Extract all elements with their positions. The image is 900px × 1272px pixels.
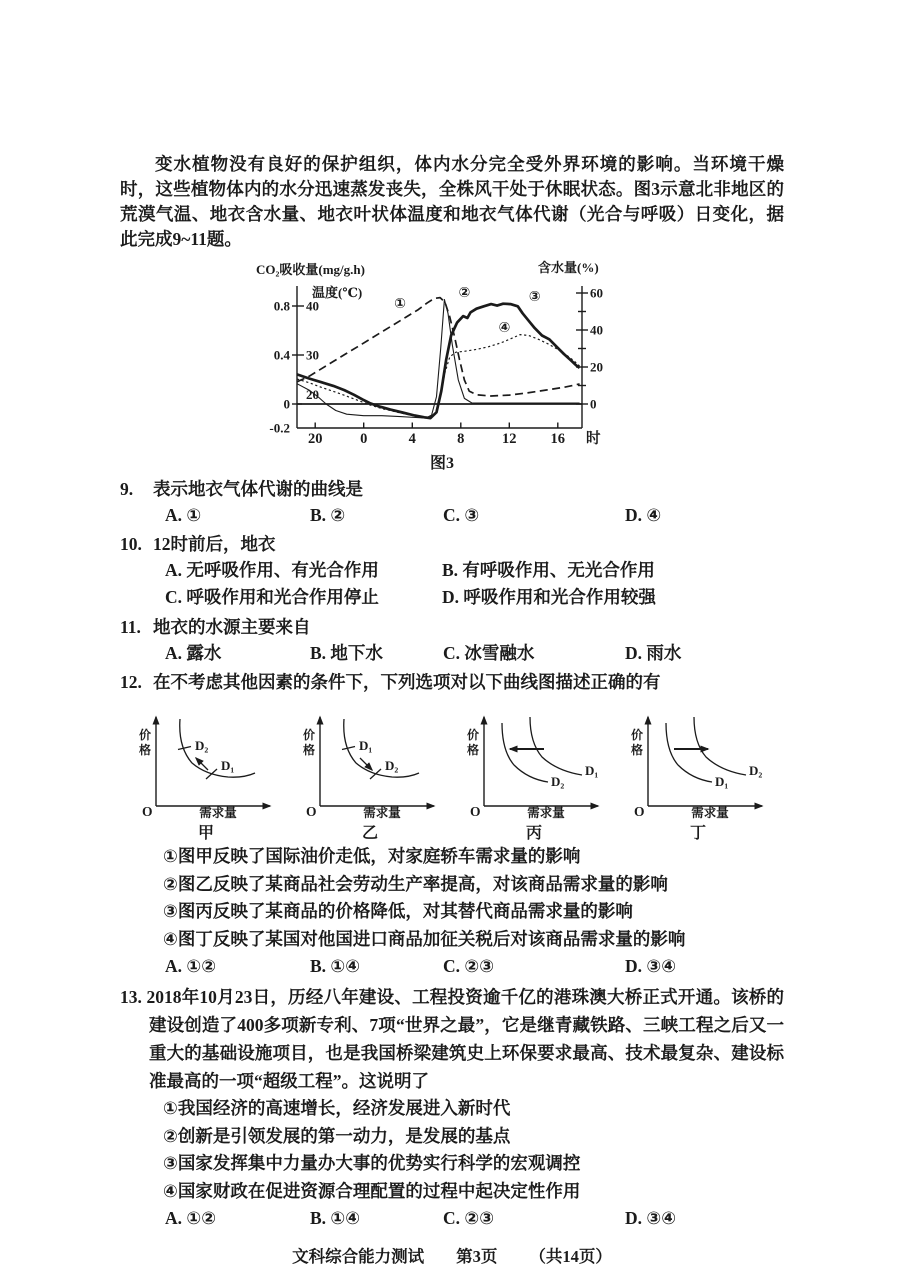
price-axis-label: 价格 xyxy=(139,728,152,757)
question-11-options xyxy=(120,640,784,666)
question-10-options-row1 xyxy=(120,557,784,584)
x-tick: 4 xyxy=(408,431,416,447)
left-axis-title: CO₂吸收量(mg/g.h) xyxy=(256,262,365,277)
co2-tick: 0 xyxy=(283,396,290,412)
origin-label: O xyxy=(142,804,153,819)
water-tick: 0 xyxy=(590,396,597,412)
question-11-number: 11. xyxy=(120,617,141,637)
q12-option-a: A. ①② xyxy=(165,956,217,976)
q12-option-d: D. ③④ xyxy=(625,956,677,976)
q13-statement-2: ②创新是引领发展的第一动力，是发展的基点 xyxy=(163,1125,511,1146)
q9-option-a: A. ① xyxy=(165,505,202,525)
demand-diagram-jia xyxy=(124,703,288,843)
q12-statement-2: ②图乙反映了某商品社会劳动生产率提高，对该商品需求量的影响 xyxy=(163,873,668,894)
question-12-text: 在不考虑其他因素的条件下，下列选项对以下曲线图描述正确的有 xyxy=(153,672,661,692)
curve-point-label-lower: D₁ xyxy=(221,758,235,773)
figure3-caption: 图3 xyxy=(429,455,454,472)
q10-option-c: C. 呼吸作用和光合作用停止 xyxy=(165,587,379,607)
curve-label-right: D₂ xyxy=(749,763,763,778)
page-content xyxy=(120,152,784,1267)
water-tick: 60 xyxy=(590,285,603,301)
demand-diagram-ding xyxy=(616,703,780,843)
x-tick: 12 xyxy=(502,431,517,447)
demand-diagrams xyxy=(124,703,784,843)
diagram-caption: 甲 xyxy=(197,825,214,842)
curve-number-label: ③ xyxy=(528,290,541,305)
question-10-options-row2 xyxy=(120,584,784,611)
origin-label: O xyxy=(634,804,645,819)
q11-option-d: D. 雨水 xyxy=(625,643,682,663)
question-10 xyxy=(120,531,784,557)
price-axis-label: 价格 xyxy=(303,728,316,757)
curve-point-label-upper: D₂ xyxy=(195,738,209,753)
temp-tick: 30 xyxy=(306,347,319,363)
q13-statement-4: ④国家财政在促进资源合理配置的过程中起决定性作用 xyxy=(163,1180,581,1201)
demand-diagram-yi xyxy=(288,703,452,843)
question-12-options xyxy=(120,953,784,979)
q11-option-c: C. 冰雪融水 xyxy=(443,643,535,663)
footer-page-number: 第3页 xyxy=(456,1247,498,1266)
q9-option-c: C. ③ xyxy=(443,505,480,525)
curve-number-label: ① xyxy=(394,296,407,312)
question-12 xyxy=(120,669,784,695)
co2-tick: 0.8 xyxy=(273,298,290,314)
q12-option-c: C. ②③ xyxy=(443,956,495,976)
diagram-caption: 乙 xyxy=(361,825,378,842)
co2-tick: 0.4 xyxy=(273,347,290,363)
q12-statement-1: ①图甲反映了国际油价走低，对家庭轿车需求量的影响 xyxy=(163,846,581,866)
page-footer xyxy=(120,1243,784,1267)
x-tick: 8 xyxy=(457,431,465,447)
curve-number-label: ④ xyxy=(498,321,511,336)
price-axis-label: 价格 xyxy=(631,728,644,757)
temp-axis-title: 温度(℃) xyxy=(312,285,363,300)
q12-option-b: B. ①④ xyxy=(310,956,361,976)
question-9-text: 表示地衣气体代谢的曲线是 xyxy=(153,479,363,499)
co2-tick: -0.2 xyxy=(269,420,290,436)
q12-statement-4: ④图丁反映了某国对他国进口商品加征关税后对该商品需求量的影响 xyxy=(163,928,686,949)
quantity-axis-label: 需求量 xyxy=(199,806,237,820)
x-tick: 20 xyxy=(307,431,323,447)
q11-option-a: A. 露水 xyxy=(165,643,222,663)
temp-tick: 20 xyxy=(306,387,319,402)
q10-option-b: B. 有呼吸作用、无光合作用 xyxy=(442,560,655,580)
q10-option-a: A. 无呼吸作用、有光合作用 xyxy=(165,560,379,580)
figure3-line-chart xyxy=(242,256,642,452)
x-axis-unit: 时 xyxy=(586,431,601,447)
x-tick: 0 xyxy=(360,431,368,447)
footer-total-pages: （共14页） xyxy=(529,1247,612,1266)
demand-diagram-bing xyxy=(452,703,616,843)
curve-point-label-upper: D₁ xyxy=(359,738,373,753)
curve-label-left: D₂ xyxy=(551,774,565,789)
q10-option-d: D. 呼吸作用和光合作用较强 xyxy=(442,587,656,607)
curve-point-label-lower: D₂ xyxy=(385,758,399,773)
q9-option-b: B. ② xyxy=(310,505,346,525)
water-tick: 40 xyxy=(590,322,603,338)
price-axis-label: 价格 xyxy=(467,728,480,757)
question-11 xyxy=(120,614,784,640)
question-12-number: 12. xyxy=(120,672,142,692)
q13-option-d: D. ③④ xyxy=(625,1208,677,1228)
right-axis-title: 含水量(%) xyxy=(538,260,599,275)
question-13-options xyxy=(120,1205,784,1231)
temp-tick: 40 xyxy=(306,298,319,314)
footer-title: 文科综合能力测试 xyxy=(292,1247,425,1266)
origin-label: O xyxy=(470,804,481,819)
quantity-axis-label: 需求量 xyxy=(527,806,565,820)
figure3 xyxy=(242,256,642,473)
curve-label-right: D₁ xyxy=(585,763,599,778)
diagram-caption: 丙 xyxy=(525,825,542,842)
origin-label: O xyxy=(306,804,317,819)
q9-option-d: D. ④ xyxy=(625,505,662,525)
q13-option-a: A. ①② xyxy=(165,1208,217,1228)
q12-statement-3: ③图丙反映了某商品的价格降低，对其替代商品需求量的影响 xyxy=(163,901,633,921)
x-tick: 16 xyxy=(550,431,566,447)
quantity-axis-label: 需求量 xyxy=(691,806,729,820)
question-9-number: 9. xyxy=(120,479,134,499)
q11-option-b: B. 地下水 xyxy=(310,643,383,663)
q13-option-b: B. ①④ xyxy=(310,1208,361,1228)
diagram-caption: 丁 xyxy=(689,825,706,842)
q13-statement-3: ③国家发挥集中力量办大事的优势实行科学的宏观调控 xyxy=(163,1153,581,1173)
curve-number-label: ② xyxy=(458,286,471,302)
water-tick: 20 xyxy=(590,359,603,375)
question-13 xyxy=(120,983,784,1095)
question-10-number: 10. xyxy=(120,534,142,554)
question-9-options xyxy=(120,502,784,528)
question-10-text: 12时前后，地衣 xyxy=(153,534,276,554)
question-13-number: 13. xyxy=(120,987,142,1007)
q13-option-c: C. ②③ xyxy=(443,1208,495,1228)
question-13-stem: 2018年10月23日，历经八年建设、工程投资逾千亿的港珠澳大桥正式开通。该桥的建设创造了400多项新专利、7项“世界之最”，它是继青藏铁路、三峡工程之后又一重大的基础设施项目，也是我国桥梁建筑史上环保要求最高、技术最复杂、建设标准最高的一项“超级工程”。这说明了 xyxy=(146,987,785,1091)
q13-statement-1: ①我国经济的高速增长，经济发展进入新时代 xyxy=(163,1098,511,1118)
question-9 xyxy=(120,476,784,502)
intro-paragraph: 变水植物没有良好的保护组织，体内水分完全受外界环境的影响。当环境干燥时，这些植物体内的水分迅速蒸发丧失，全株风干处于休眠状态。图3示意北非地区的荒漠气温、地衣含水量、地衣叶状体温度和地衣气体代谢（光合与呼吸）日变化，据此完成9~11题。 xyxy=(120,154,784,249)
curve-label-left: D₁ xyxy=(715,774,729,789)
quantity-axis-label: 需求量 xyxy=(363,806,401,820)
question-11-text: 地衣的水源主要来自 xyxy=(153,617,311,637)
